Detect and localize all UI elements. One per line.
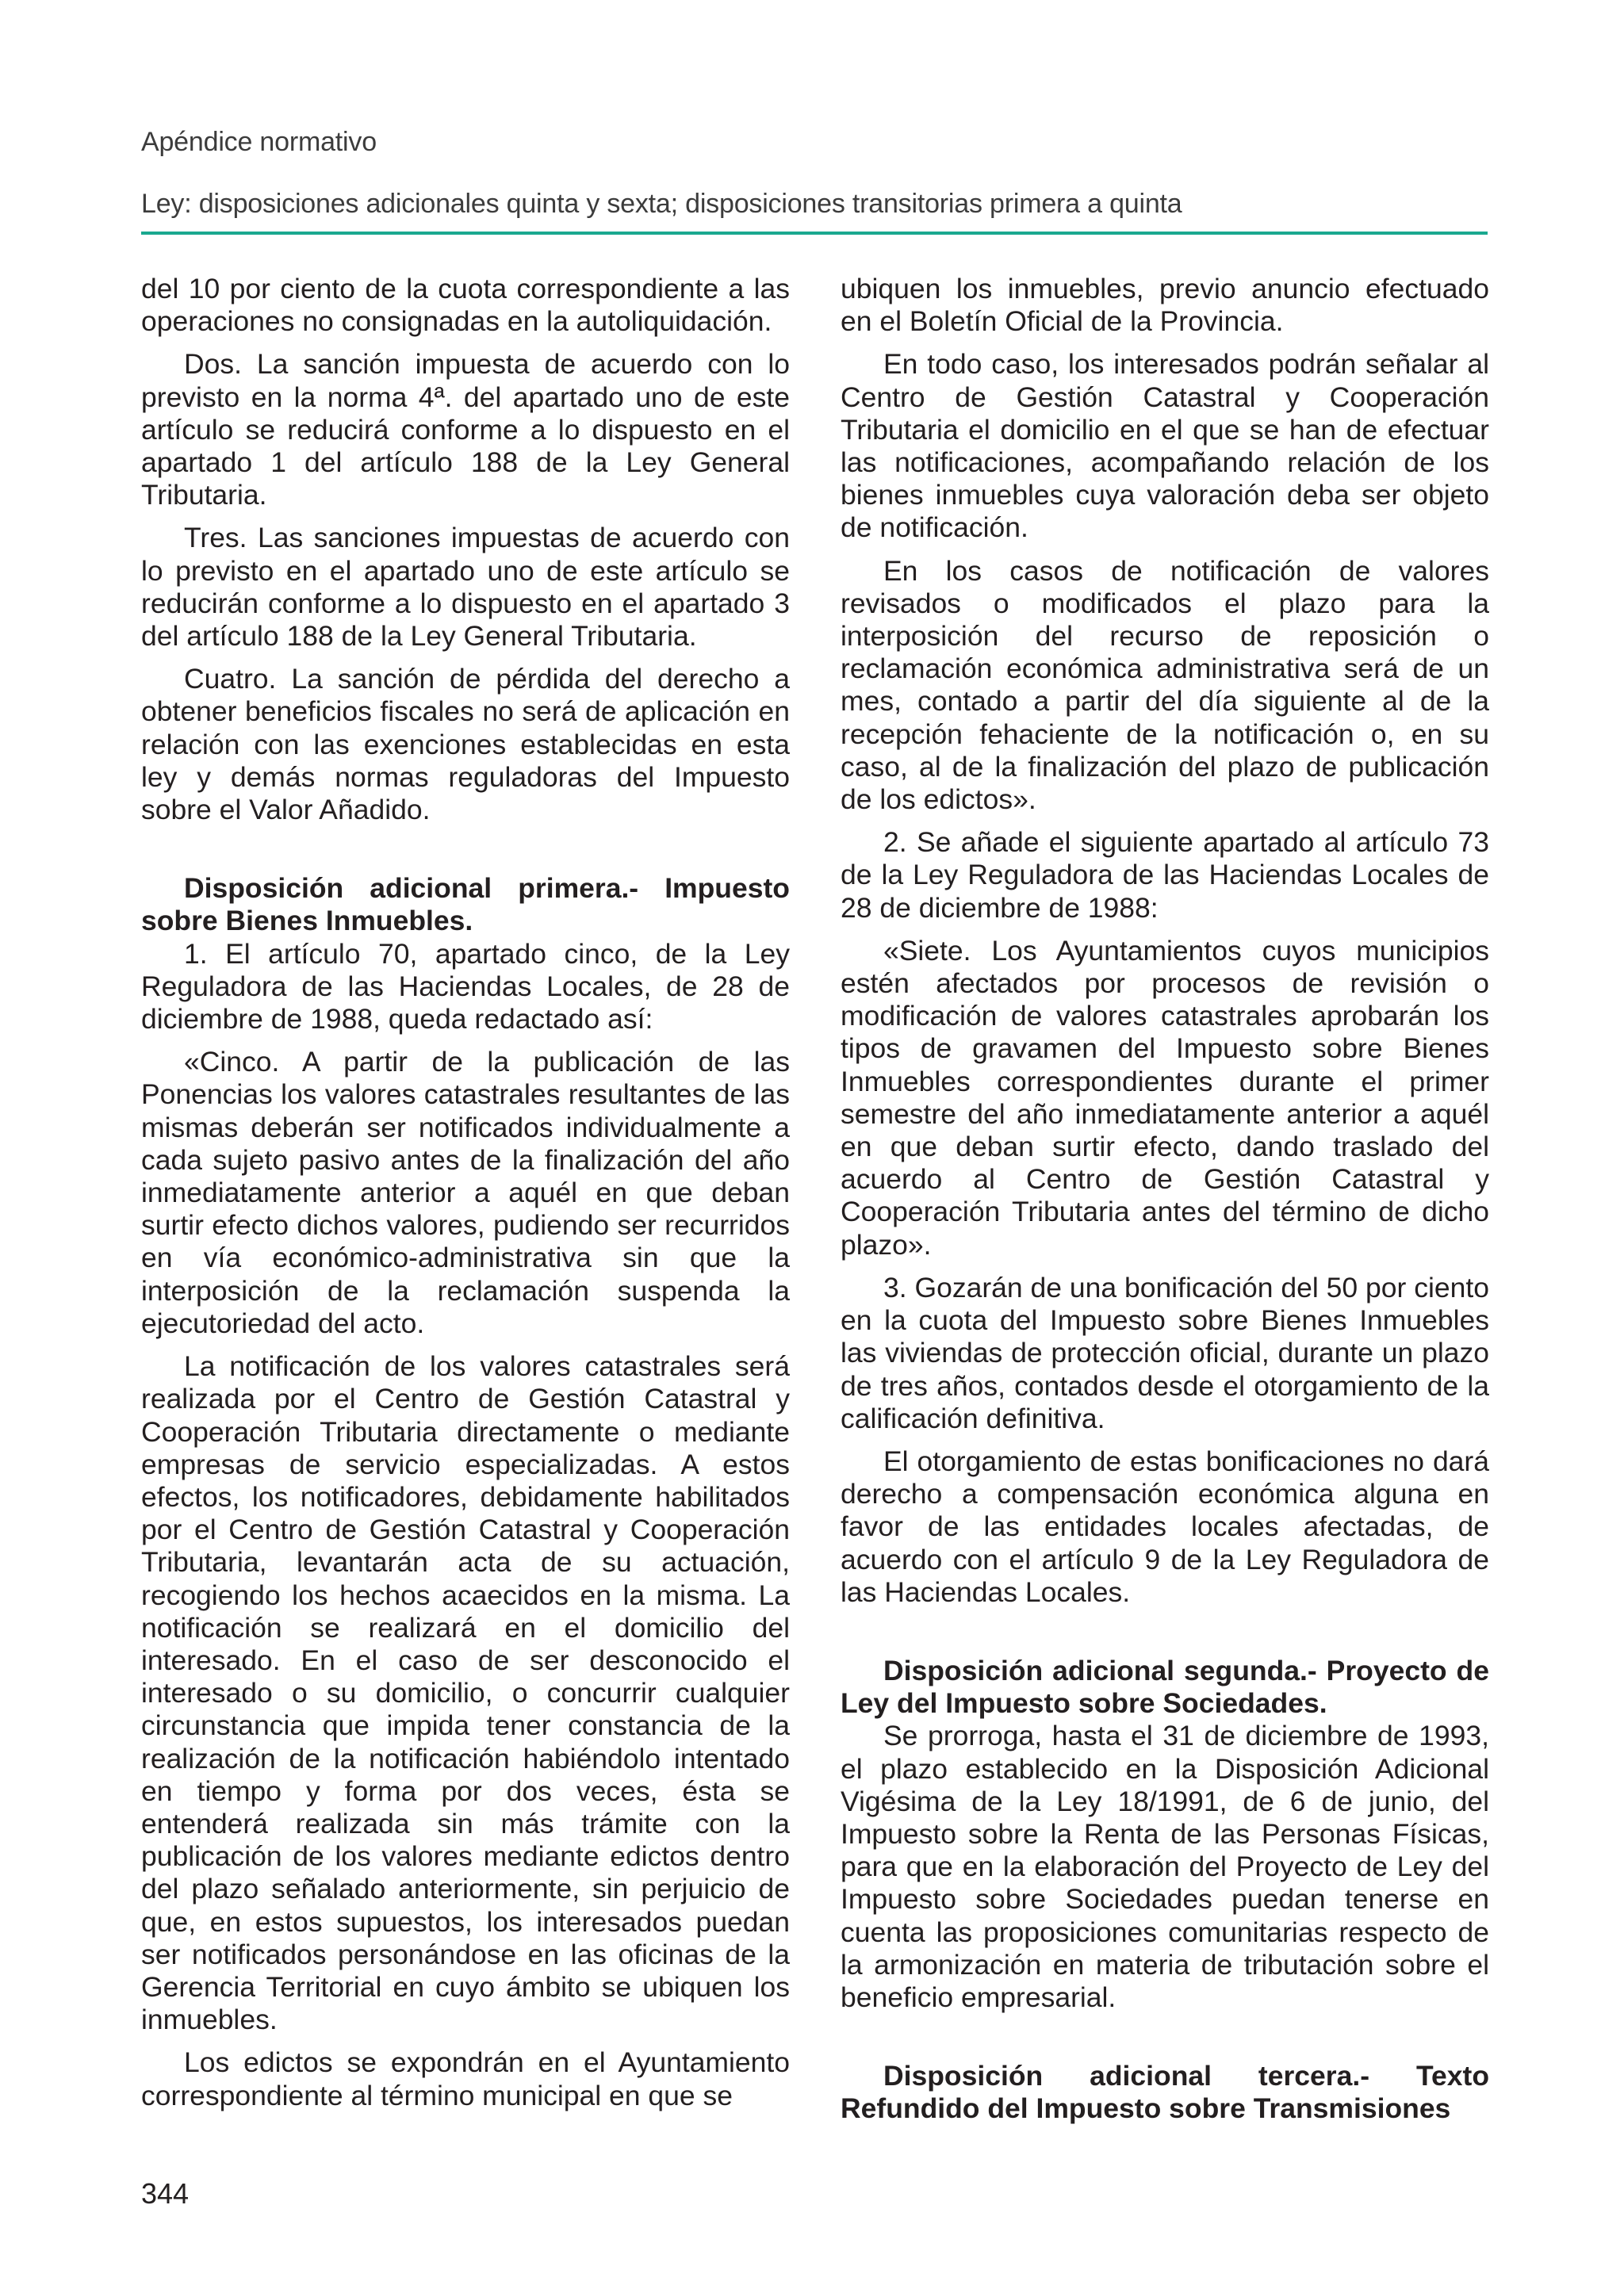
left-text-column xyxy=(141,273,790,2123)
page-number: 344 xyxy=(141,2177,190,2210)
body-paragraph: El otorgamiento de estas bonificaciones no dará derecho a compensación económica alguna en favor de las entidades locales afectadas, de acuerdo con el artículo 9 de la Ley Reguladora de las Haciendas Locales. xyxy=(841,1445,1489,1608)
body-paragraph: ubiquen los inmuebles, previo anuncio efectuado en el Boletín Oficial de la Provincia. xyxy=(841,273,1489,338)
body-paragraph: 1. El artículo 70, apartado cinco, de la Ley Reguladora de las Haciendas Locales, de 28 de diciembre de 1988, queda redactado así: xyxy=(141,937,790,1035)
body-paragraph: Cuatro. La sanción de pérdida del derecho a obtener beneficios fiscales no será de aplicación en relación con las exenciones establecidas en esta ley y demás normas reguladoras del Impuesto sobre el Valor Añadido. xyxy=(141,663,790,826)
header-divider xyxy=(141,232,1488,235)
body-paragraph: En todo caso, los interesados podrán señalar al Centro de Gestión Catastral y Cooperación Tributaria el domicilio en el que se han de efectuar las notificaciones, acompañando relación de los bienes inmuebles cuya valoración deba ser objeto de notificación. xyxy=(841,348,1489,544)
section-heading: Disposición adicional primera.- Impuesto sobre Bienes Inmuebles. xyxy=(141,872,790,937)
section-heading: Disposición adicional tercera.- Texto Refundido del Impuesto sobre Transmisiones xyxy=(841,2060,1489,2125)
right-text-column xyxy=(841,273,1489,2126)
body-paragraph: «Siete. Los Ayuntamientos cuyos municipios estén afectados por procesos de revisión o modificación de valores catastrales aprobarán los tipos de gravamen del Impuesto sobre Bienes Inmuebles correspondientes durante el primer semestre del año inmediatamente anterior a aquél en que deban surtir efecto, dando traslado del acuerdo al Centro de Gestión Catastral y Cooperación Tributaria antes del término de dicho plazo». xyxy=(841,934,1489,1261)
body-paragraph: 3. Gozarán de una bonificación del 50 por ciento en la cuota del Impuesto sobre Bienes Inmuebles las viviendas de protección oficial, durante un plazo de tres años, contados desde el otorgamiento de la calificación definitiva. xyxy=(841,1271,1489,1434)
running-header-subsection: Ley: disposiciones adicionales quinta y sexta; disposiciones transitorias primera a quinta xyxy=(141,189,1182,219)
body-paragraph: La notificación de los valores catastrales será realizada por el Centro de Gestión Catastral y Cooperación Tributaria directamente o mediante empresas de servicio especializadas. A estos efectos, los notificadores, debidamente habilitados por el Centro de Gestión Catastral y Cooperación Tributaria, levantarán acta de su actuación, recogiendo los hechos acaecidos en la misma. La notificación se realizará en el domicilio del interesado. En el caso de ser desconocido el interesado o su domicilio, o concurrir cualquier circunstancia que impida tener constancia de la realización de la notificación habiéndolo intentado en tiempo y forma por dos veces, ésta se entenderá realizada sin más trámite con la publicación de los valores mediante edictos dentro del plazo señalado anteriormente, sin perjuicio de que, en estos supuestos, los interesados puedan ser notificados personándose en las oficinas de la Gerencia Territorial en cuyo ámbito se ubiquen los inmuebles. xyxy=(141,1350,790,2036)
body-paragraph: 2. Se añade el siguiente apartado al artículo 73 de la Ley Reguladora de las Haciendas Locales de 28 de diciembre de 1988: xyxy=(841,826,1489,924)
body-paragraph: Los edictos se expondrán en el Ayuntamiento correspondiente al término municipal en que se xyxy=(141,2046,790,2111)
body-paragraph: Dos. La sanción impuesta de acuerdo con lo previsto en la norma 4ª. del apartado uno de este artículo se reducirá conforme a lo dispuesto en el apartado 1 del artículo 188 de la Ley General Tributaria. xyxy=(141,348,790,511)
body-paragraph: «Cinco. A partir de la publicación de las Ponencias los valores catastrales resultantes de las mismas deberán ser notificados individualmente a cada sujeto pasivo antes de la finalización del año inmediatamente anterior a aquél en que deban surtir efecto dichos valores, pudiendo ser recurridos en vía económico-administrativa sin que la interposición de la reclamación suspenda la ejecutoriedad del acto. xyxy=(141,1046,790,1339)
body-paragraph: En los casos de notificación de valores revisados o modificados el plazo para la interposición del recurso de reposición o reclamación económica administrativa será de un mes, contado a partir del día siguiente al de la recepción fehaciente de la notificación o, en su caso, al de la finalización del plazo de publicación de los edictos». xyxy=(841,554,1489,816)
body-paragraph: Tres. Las sanciones impuestas de acuerdo con lo previsto en el apartado uno de este artículo se reducirán conforme a lo dispuesto en el apartado 3 del artículo 188 de la Ley General Tributaria. xyxy=(141,522,790,653)
running-header-section: Apéndice normativo xyxy=(141,127,377,157)
section-heading: Disposición adicional segunda.- Proyecto de Ley del Impuesto sobre Sociedades. xyxy=(841,1654,1489,1720)
body-paragraph: Se prorroga, hasta el 31 de diciembre de 1993, el plazo establecido en la Disposición Adicional Vigésima de la Ley 18/1991, de 6 de junio, del Impuesto sobre la Renta de las Personas Físicas, para que en la elaboración del Proyecto de Ley del Impuesto sobre Sociedades puedan tenerse en cuenta las proposiciones comunitarias respecto de la armonización en materia de tributación sobre el beneficio empresarial. xyxy=(841,1720,1489,2013)
body-paragraph: del 10 por ciento de la cuota correspondiente a las operaciones no consignadas en la autoliquidación. xyxy=(141,273,790,338)
